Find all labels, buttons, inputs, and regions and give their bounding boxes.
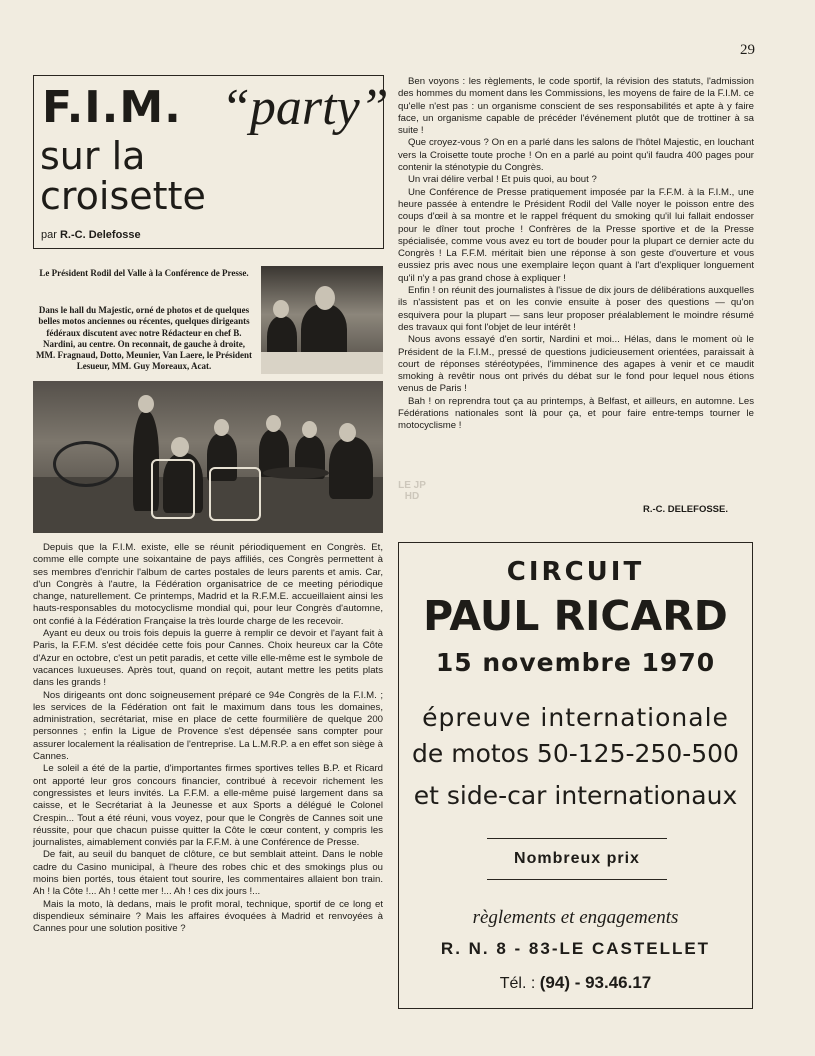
- circuit-paul-ricard-ad: [398, 542, 753, 1009]
- ad-line3: et side-car internationaux: [413, 781, 738, 810]
- paragraph: Ayant eu deux ou trois fois depuis la guerre à remplir ce devoir et l'ayant fait à Paris, la F.F.M. s'est décidée cette fois pour Cannes. Choix heureux car la Côte d'Azur en octobre, c'est un petit paradis, et cette ville elle-même est le symbole de vacances luxueuses. Après tout, quand on reçoit, autant mettre les petits plats dans les grands !: [33, 628, 383, 689]
- ad-line1: épreuve internationale: [422, 703, 729, 732]
- ad-telephone: [399, 973, 752, 993]
- press-conference-photo: [261, 266, 383, 374]
- paragraph: Un vrai délire verbal ! Et puis quoi, au bout ?: [408, 174, 597, 186]
- paragraph: Une Conférence de Presse pratiquement imposée par la F.F.M. à la F.I.M., une heure passée à entendre le Président Rodil del Valle noyer le poisson entre des coups d'œil à sa montre et le rappel fréquent du smoking qu'il lui fallait endosser pour le dîner tout proche ! Confrères de la Presse sportive et de la Presse spécialisée, comme vous avez eu tort de bouder pour la plupart ce dernier acte du Congrès ! La F.F.M. méritait bien une réponse à son geste d'ouverture et vous eussiez pris avec nous une exemplaire leçon quant à l'art d'expliquer longuement qu'il n'y a pas grand chose à expliquer !: [398, 186, 754, 284]
- paragraph: Depuis que la F.I.M. existe, elle se réunit périodiquement en Congrès. Et, comme elle compte une soixantaine de pays affiliés, ces Congrès permettent à ses membres d'enrichir l'album de cartes postales de leurs parents et amis. Car, d'un Congrès à l'autre, la Fédération organisatrice de ce meeting périodique change, naturellement. Ce printemps, Madrid et la R.F.M.E. accueillaient ainsi les hauts-responsables du motocyclisme mondial qui, pour leur Congrès d'automne, ont confié à la Fédération Française la très lourde charge de les recevoir.: [33, 542, 383, 627]
- paragraph: De fait, au seuil du banquet de clôture, ce but semblait atteint. Dans le noble cadre du Casino municipal, à l'heure des robes chic et des smokings plus ou moins bien portés, tous étaient tout sourire, les commentaires allaient bon train. Ah ! la Côte !... Ah ! cette mer !... Ah ! ces dix jours !...: [33, 849, 383, 898]
- ad-name: PAUL RICARD: [423, 592, 728, 640]
- ad-prix: Nombreux prix: [487, 838, 667, 880]
- majestic-hall-photo: [33, 381, 383, 533]
- byline-author: R.-C. Delefosse: [59, 229, 141, 241]
- ad-circuit: CIRCUIT: [506, 557, 645, 587]
- ad-tel-number: (94) - 93.46.17: [539, 973, 652, 992]
- photo-caption-title: Le Président Rodil del Valle à la Conférence de Presse.: [39, 268, 249, 278]
- paragraph: Enfin ! on réunit des journalistes à l'issue de dix jours de délibérations auxquelles ils n'assistent pas et on les convie ensuite à poser des questions — qu'on esquivera pour la plupart — sans leur proposer préalablement le moindre résumé des travaux qui font l'objet de leur intérêt !: [398, 285, 754, 333]
- paragraph: Nous avons essayé d'en sortir, Nardini et moi... Hélas, dans le moment où le Président de la F.I.M., pressé de questions judicieusement orientées, paraissait à court de réponses stéréotypées, l'imminence des agapes à venir et ce maudit smoking à revêtir nous ont privés du débat sur le fond pour lequel nous étions venus de Paris !: [398, 334, 754, 395]
- byline: [41, 229, 141, 241]
- paragraph: Nos dirigeants ont donc soigneusement préparé ce 94e Congrès de la F.I.M. ; les services de la Fédération ont fait le maximum dans tous les domaines, administration, secrétariat, mise en place de cette fourmilière de quelque 200 personnes ; enfin la Ligue de Provence s'est dépensée sans compter pour assurer localement la réalisation de l'entreprise. La L.M.R.P. a en effet son siège à Cannes.: [33, 689, 383, 763]
- ad-reglements: règlements et engagements: [472, 907, 679, 928]
- ad-line2: de motos 50-125-250-500: [412, 739, 739, 768]
- paragraph: Ben voyons : les règlements, le code sportif, la révision des statuts, l'admission des hommes du moment dans les Commissions, les moyens de faire de la F.I.M. ce qu'elle n'est pas : un organisme conscient de ses responsabilités et apte à y faire face, un organisme capable de précéder l'événement plutôt que de trottiner à sa suite !: [398, 76, 754, 137]
- paragraph: Le soleil a été de la partie, d'importantes firmes sportives telles B.P. et Ricard ont apporté leur gros concours financier, contribué à recevoir richement les congressistes et leurs invités. La F.F.M. a elle-même puisé largement dans sa caisse, et le Secrétariat à la Jeunesse et aux Sports a délégué le Colonel Crespin... Tout a été réuni, vous voyez, pour que le Congrès de Cannes soit une réussite, pour que chacun puisse quitter la Côte le cœur content, y compris les journalistes, aimablement conviés par la F.F.M. à une Conférence de Presse.: [33, 763, 383, 849]
- title-sur-la: sur la: [40, 134, 146, 178]
- article-right-column: [398, 76, 754, 433]
- byline-prefix: par: [41, 229, 57, 241]
- title-party: “party”: [221, 79, 389, 136]
- ad-date: 15 novembre 1970: [435, 648, 716, 677]
- paragraph: Que croyez-vous ? On en a parlé dans les salons de l'hôtel Majestic, en louchant vers la Croisette toute proche ! On en a parlé au point qu'il faudra 400 pages pour contenir la sténotypie du Congrès.: [398, 137, 754, 174]
- article-title-box: [33, 75, 389, 249]
- page-number: 29: [740, 42, 755, 58]
- watermark-logo: LE JP HD: [398, 480, 426, 502]
- article-signature: R.-C. DELEFOSSE.: [643, 504, 728, 515]
- paragraph: Mais la moto, là dedans, mais le profit moral, technique, sportif de ce long et dispendieux séminaire ? Mais les affaires évoquées à Madrid et renvoyées à Cannes pour une solution positive ?: [33, 898, 383, 935]
- ad-address: R. N. 8 - 83-LE CASTELLET: [440, 939, 711, 958]
- title-fim: F.I.M.: [42, 82, 182, 133]
- paragraph: Bah ! on reprendra tout ça au printemps, à Belfast, et ailleurs, en automne. Les Fédérations nationales sont là pour ça, et pour faire entre-temps tourner le motocyclisme !: [398, 395, 754, 432]
- title-croisette: croisette: [40, 174, 206, 218]
- ad-tel-prefix: Tél. :: [499, 975, 536, 992]
- article-left-column: [33, 542, 383, 936]
- photo-caption-body: Dans le hall du Majestic, orné de photos et de quelques belles motos anciennes ou récentes, quelques dirigeants fédéraux discutent avec notre Rédacteur en chef B. Nardini, au centre. On reconnait, de gauche à droite, MM. Fragnaud, Dotto, Meunier, Van Laere, le Président Lesueur, MM. Guy Moreaux, Acat.: [36, 305, 252, 372]
